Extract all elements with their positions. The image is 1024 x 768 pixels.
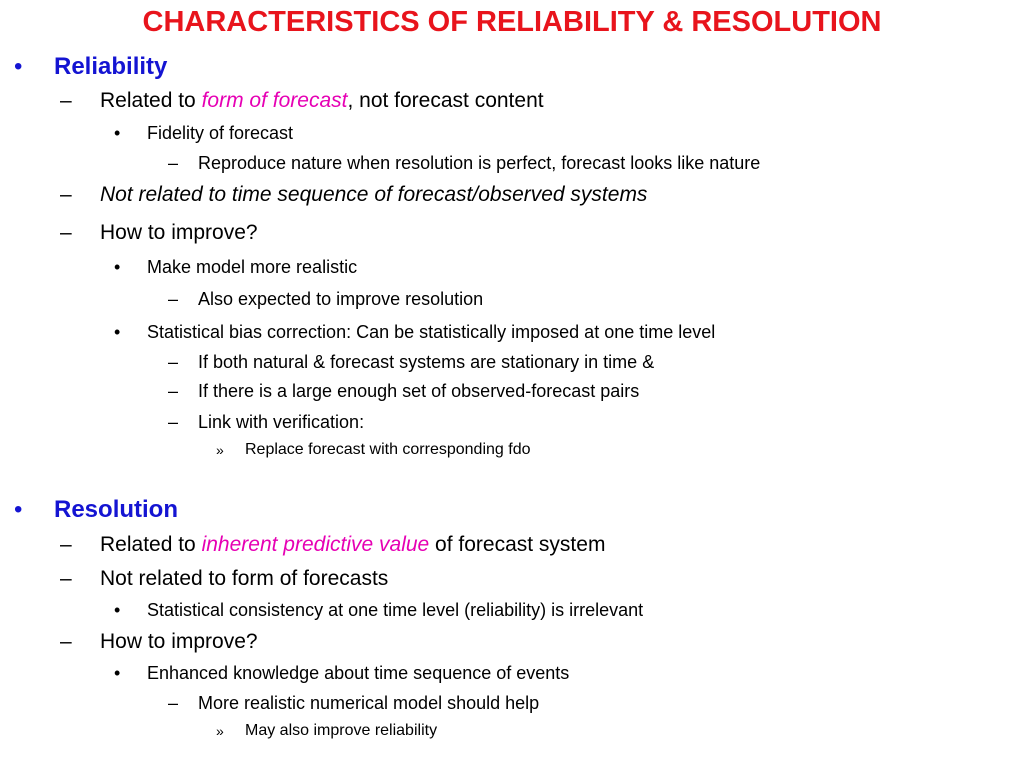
bullet-marker: • — [14, 496, 23, 523]
dash-marker: – — [168, 693, 179, 713]
item-text: Statistical bias correction: Can be statistically imposed at one time level — [147, 322, 716, 342]
dash-marker: – — [168, 381, 179, 401]
dash-marker: – — [60, 567, 72, 590]
dash-marker: – — [168, 289, 179, 309]
item-text: Related to — [100, 533, 202, 556]
bullet-marker: • — [114, 123, 121, 143]
item-text: Reproduce nature when resolution is perfect, forecast looks like nature — [198, 153, 761, 173]
bullet-marker: • — [14, 53, 23, 80]
item-text: If both natural & forecast systems are stationary in time & — [198, 352, 655, 372]
dash-marker: – — [60, 221, 72, 244]
dash-marker: – — [60, 89, 72, 112]
item-text: If there is a large enough set of observed-forecast pairs — [198, 381, 640, 401]
item-text: Statistical consistency at one time level (reliability) is irrelevant — [147, 600, 644, 620]
item-text: More realistic numerical model should help — [198, 693, 540, 713]
slide-title: CHARACTERISTICS OF RELIABILITY & RESOLUTION — [142, 6, 882, 38]
bullet-marker: • — [114, 257, 121, 277]
item-text: Fidelity of forecast — [147, 123, 294, 143]
item-text: How to improve? — [100, 630, 258, 653]
item-text: Not related to time sequence of forecast/observed systems — [100, 183, 648, 206]
item-text: How to improve? — [100, 221, 258, 244]
item-text: Enhanced knowledge about time sequence of events — [147, 663, 570, 683]
chevron-marker: » — [216, 723, 224, 739]
item-text: Also expected to improve resolution — [198, 289, 484, 309]
item-text: May also improve reliability — [245, 722, 438, 739]
item-text: Replace forecast with corresponding fdo — [245, 441, 531, 458]
dash-marker: – — [60, 183, 72, 206]
dash-marker: – — [168, 352, 179, 372]
item-text: Not related to form of forecasts — [100, 567, 389, 590]
item-text: Link with verification: — [198, 412, 365, 432]
highlight-text: form of forecast — [201, 89, 348, 112]
bullet-marker: • — [114, 322, 121, 342]
chevron-marker: » — [216, 442, 224, 458]
bullet-marker: • — [114, 663, 121, 683]
dash-marker: – — [60, 533, 72, 556]
dash-marker: – — [168, 412, 179, 432]
section-heading-reliability: Reliability — [54, 53, 168, 80]
dash-marker: – — [60, 630, 72, 653]
item-text: of forecast system — [429, 533, 606, 556]
item-text: Make model more realistic — [147, 257, 358, 277]
item-text: Related to — [100, 89, 202, 112]
highlight-text: inherent predictive value — [201, 533, 430, 556]
bullet-marker: • — [114, 600, 121, 620]
section-heading-resolution: Resolution — [54, 496, 178, 523]
item-text: , not forecast content — [347, 89, 544, 112]
dash-marker: – — [168, 153, 179, 173]
